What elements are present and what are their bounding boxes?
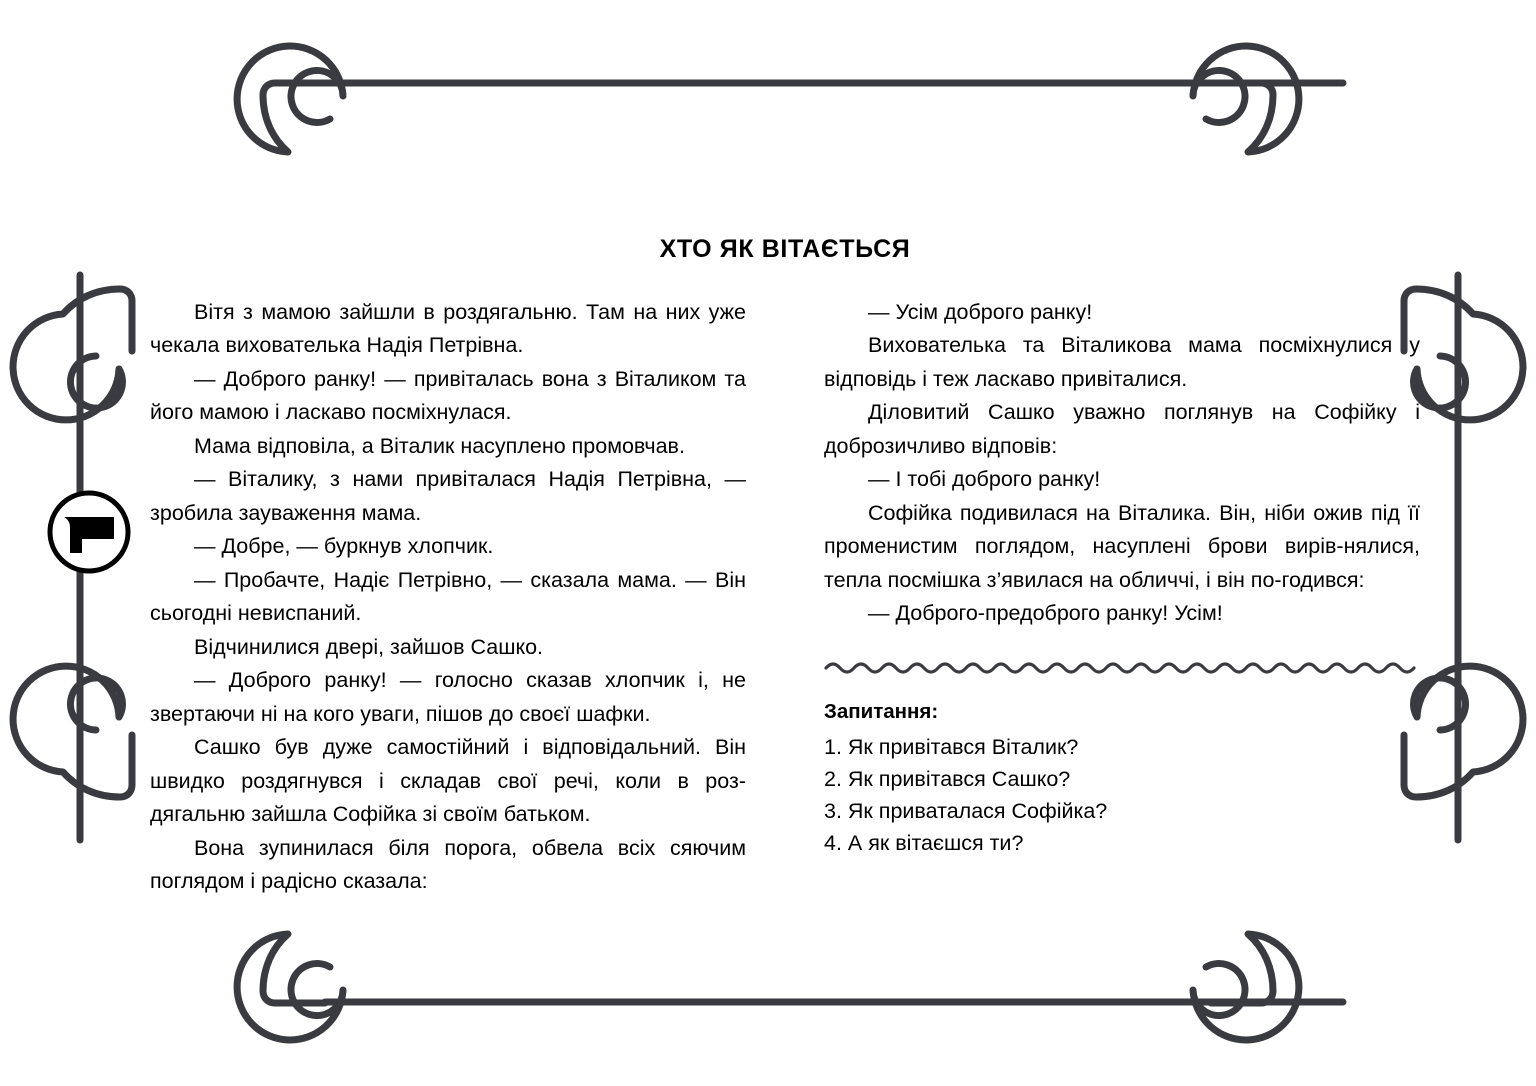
page-title: ХТО ЯК ВІТАЄТЬСЯ xyxy=(659,235,911,263)
two-column-layout xyxy=(150,296,1420,899)
document-content xyxy=(150,235,1420,893)
paragraph: — Усім доброго ранку! xyxy=(868,299,1093,324)
paragraph: Сашко був дуже самостійний і відповідальний. Він швидко роздягнувся і складав свої речі, коли в роз-дягальню зайшла Софійка зі своїм батьком. xyxy=(150,735,746,826)
paragraph: Вихователька та Віталикова мама посміхнулися у відповідь і теж ласкаво привіталися. xyxy=(824,333,1420,391)
questions-block xyxy=(824,697,1420,859)
question-item: 1. Як привітався Віталик? xyxy=(824,734,1079,759)
paragraph: — Віталику, з нами привіталася Надія Петрівна, — зробила зауваження мама. xyxy=(150,467,746,525)
bookmark-badge-icon xyxy=(44,487,134,577)
paragraph: Вітя з мамою зайшли в роздягальню. Там на них уже чекала вихователька Надія Петрівна. xyxy=(150,299,746,357)
paragraph: — Добре, — буркнув хлопчик. xyxy=(194,534,494,558)
question-item: 4. А як вітаєшся ти? xyxy=(824,830,1024,855)
paragraph: Софійка подивилася на Віталика. Він, ніби ожив під її променистим поглядом, насуплені брови вирів-нялися, тепла посмішка з’явилася на обличчі, і він по-годився: xyxy=(824,500,1420,592)
wavy-divider xyxy=(824,657,1420,679)
paragraph: — Доброго ранку! — привіталась вона з Віталиком та його мамою і ласкаво посміхнулася. xyxy=(150,366,746,424)
paragraph: — Доброго ранку! — голосно сказав хлопчик і, не звертаючи ні на кого уваги, пішов до своєї шафки. xyxy=(150,668,746,726)
paragraph: Вона зупинилася біля порога, обвела всіх сяючим поглядом і радісно сказала: xyxy=(150,835,746,893)
question-item: 3. Як приваталася Софійка? xyxy=(824,798,1108,823)
paragraph: — І тобі доброго ранку! xyxy=(868,467,1101,491)
paragraph: Мама відповіла, а Віталик насуплено промовчав. xyxy=(194,433,685,458)
question-item: 2. Як привітався Сашко? xyxy=(824,766,1071,791)
paragraph: — Пробачте, Надіє Петрівно, — сказала мама. — Він сьогодні невиспаний. xyxy=(150,567,746,625)
left-text-column xyxy=(150,296,746,899)
right-text-column xyxy=(824,296,1420,859)
paragraph: Діловитий Сашко уважно поглянув на Софійку і доброзичливо відповів: xyxy=(824,400,1420,458)
questions-heading: Запитання: xyxy=(824,699,939,723)
paragraph: Відчинилися двері, зайшов Сашко. xyxy=(194,634,544,659)
paragraph: — Доброго-предоброго ранку! Усім! xyxy=(868,601,1223,625)
